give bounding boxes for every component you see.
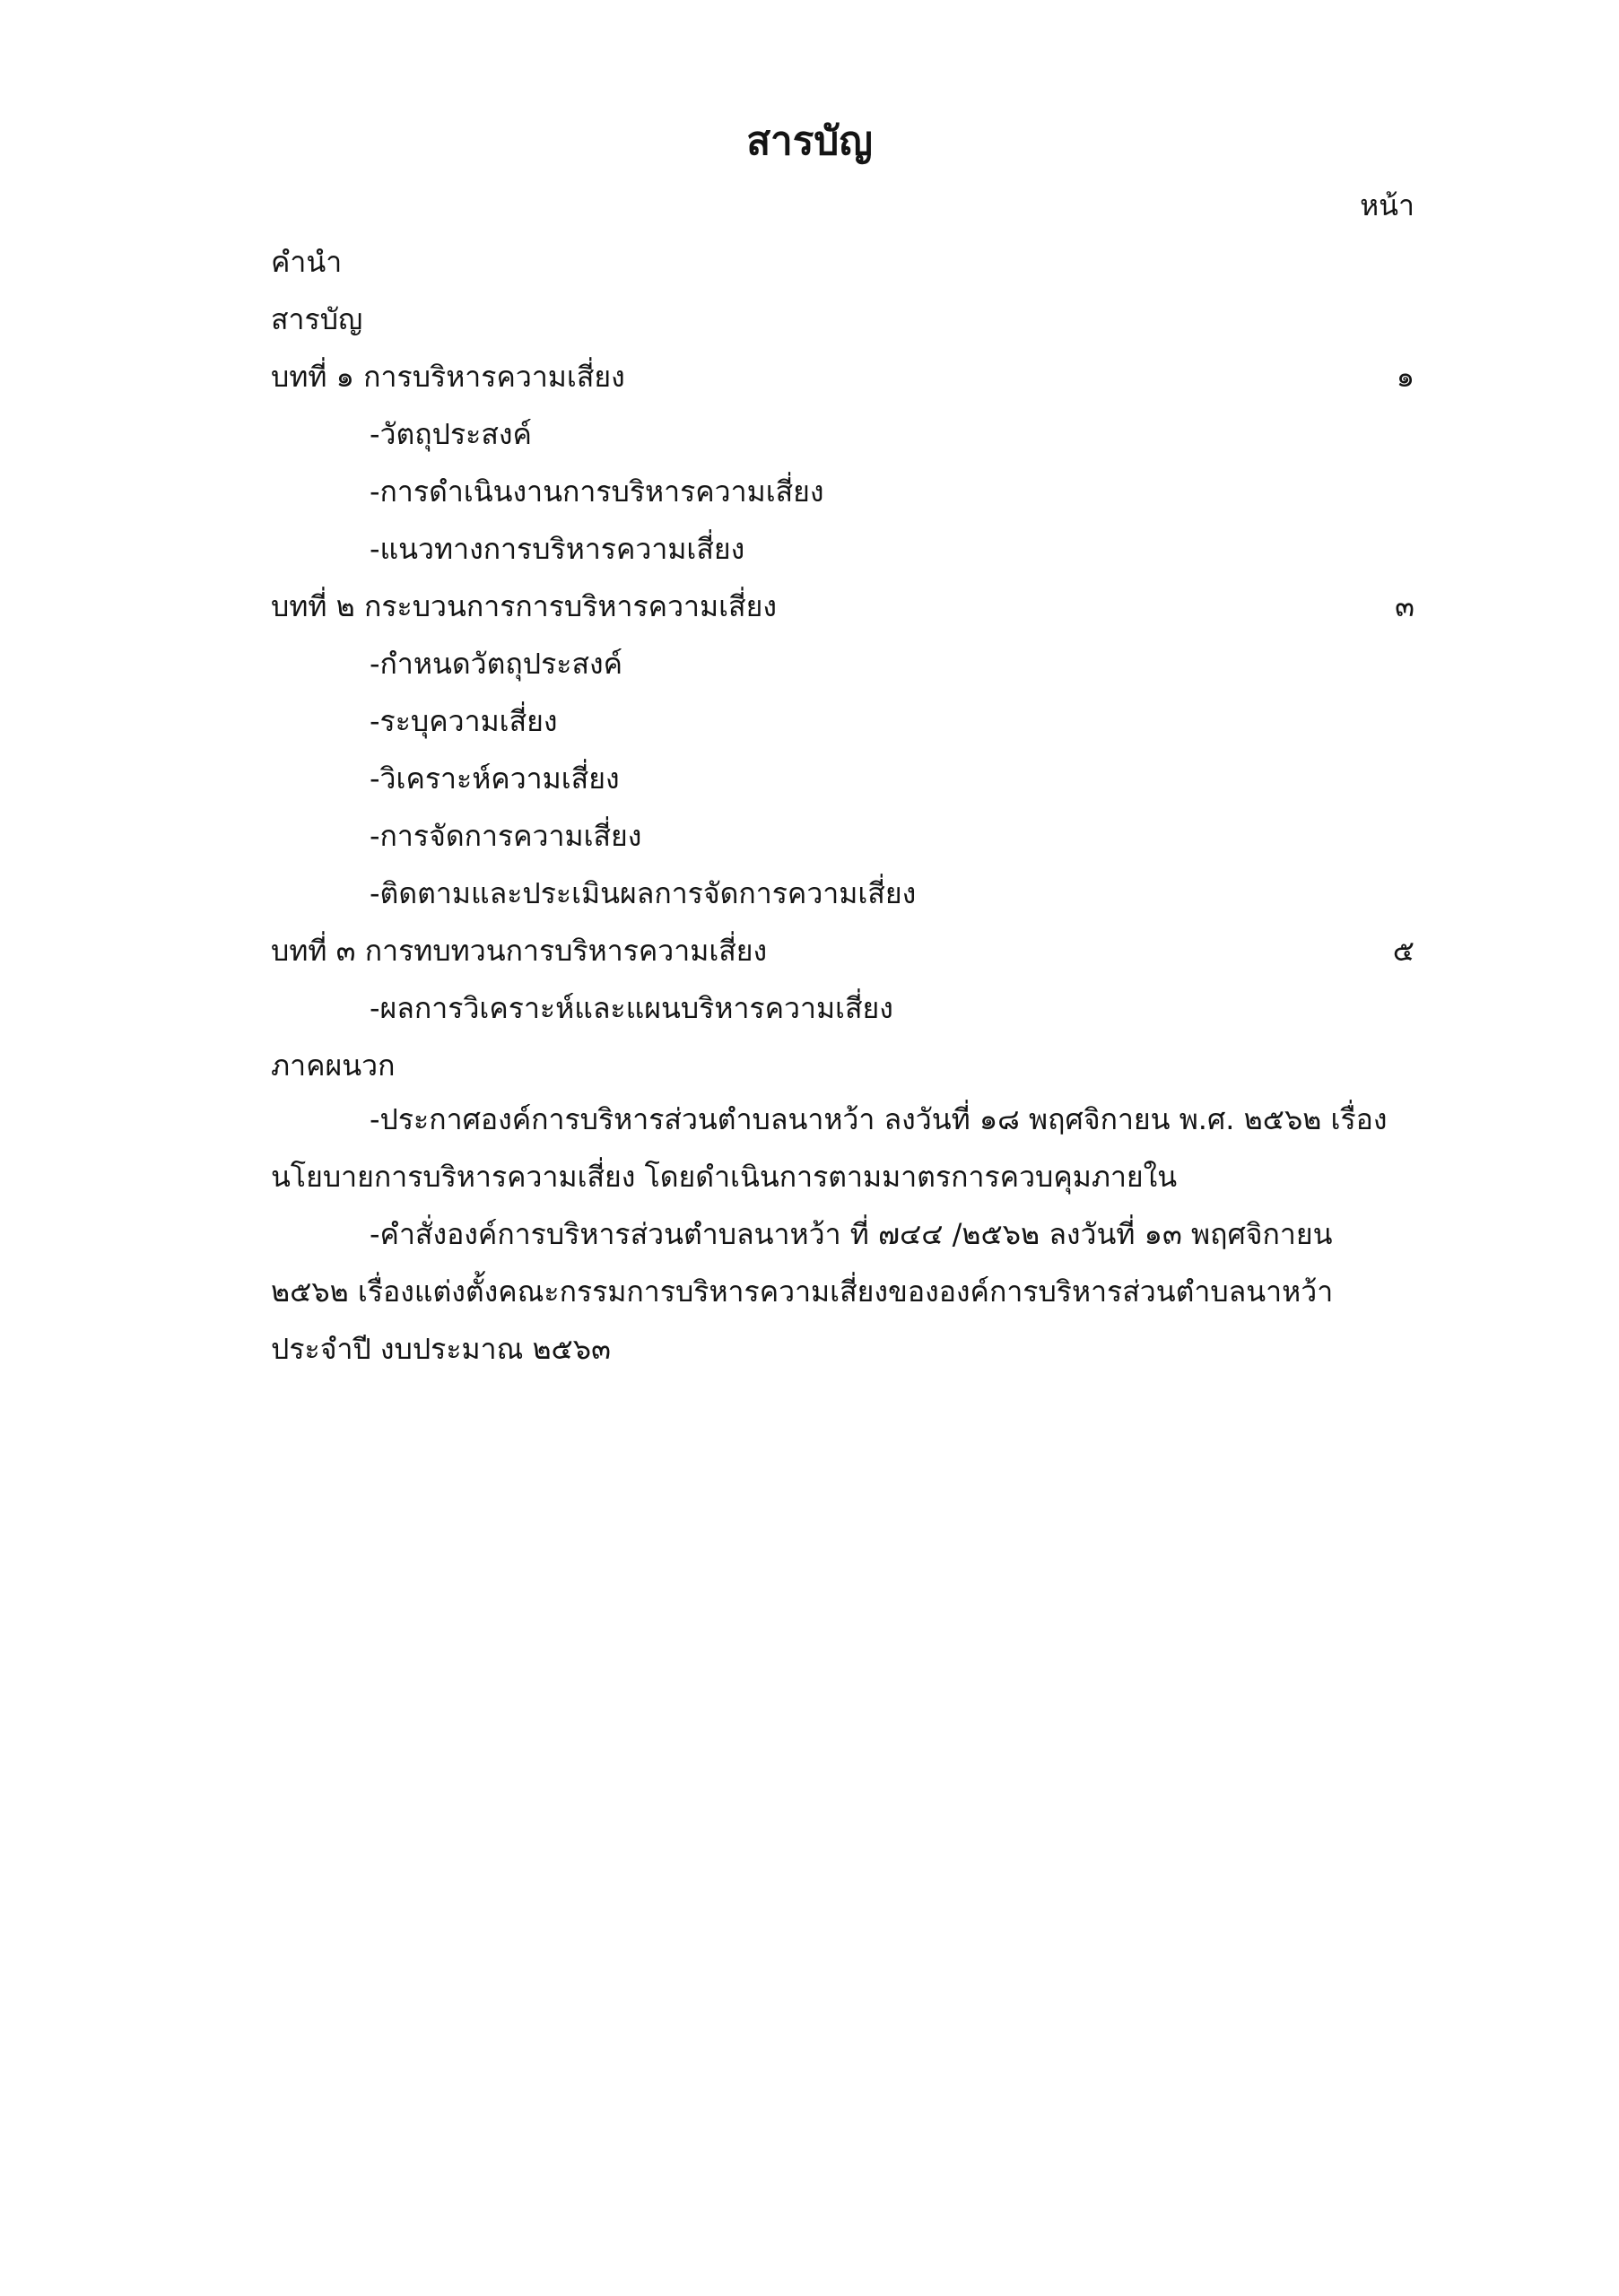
toc-entry-text: สารบัญ xyxy=(271,302,363,336)
toc-title: สารบัญ xyxy=(746,118,873,164)
toc-entry-text: -แนวทางการบริหารความเสี่ยง xyxy=(370,532,745,566)
toc-entry-chapter-3 xyxy=(0,924,1619,978)
appendix-item-order: -คำสั่งองค์การบริหารส่วนตำบลนาหว้า ที่ ๗๔๔ /๒๕๖๒ ลงวันที่ ๑๓ พฤศจิกายน ๒๕๖๒ เรื่องแต่งตั้งคณะกรรมการบริหารความเสี่ยงขององค์การบริหารส่วนตำบลนาหว้า ประจำปี งบประมาณ ๒๕๖๓ xyxy=(271,1217,1334,1366)
toc-entry-text: -วิเคราะห์ความเสี่ยง xyxy=(370,761,620,796)
toc-subentry xyxy=(0,981,1619,1035)
toc-page-number: ๕ xyxy=(1392,934,1414,968)
toc-page-number: ๑ xyxy=(1396,360,1414,394)
toc-entry-text: บทที่ ๑ การบริหารความเสี่ยง xyxy=(271,360,625,394)
toc-entry-chapter-2 xyxy=(0,579,1619,633)
toc-entry-appendix xyxy=(0,1039,1619,1092)
appendix-item-announcement: -ประกาศองค์การบริหารส่วนตำบลนาหว้า ลงวันที่ ๑๘ พฤศจิกายน พ.ศ. ๒๕๖๒ เรื่อง นโยบายการบริหารความเสี่ยง โดยดำเนินการตามมาตรการควบคุมภายใน xyxy=(271,1102,1388,1194)
toc-subentry xyxy=(0,809,1619,863)
toc-subentry xyxy=(0,465,1619,518)
toc-entry-text: บทที่ ๒ กระบวนการการบริหารความเสี่ยง xyxy=(271,589,777,623)
toc-subentry xyxy=(0,407,1619,461)
toc-subentry xyxy=(0,522,1619,576)
toc-subentry xyxy=(0,866,1619,920)
toc-subentry xyxy=(0,694,1619,748)
toc-entry-text: -การดำเนินงานการบริหารความเสี่ยง xyxy=(370,474,824,509)
toc-entry-text: คำนำ xyxy=(271,245,343,279)
toc-subentry xyxy=(0,637,1619,691)
toc-entry-text: บทที่ ๓ การทบทวนการบริหารความเสี่ยง xyxy=(271,934,768,968)
toc-entry-text: -กำหนดวัตถุประสงค์ xyxy=(370,647,623,681)
toc-entry-text: -ระบุความเสี่ยง xyxy=(370,704,558,738)
toc-entry-text: -ติดตามและประเมินผลการจัดการความเสี่ยง xyxy=(370,876,917,910)
toc-entry-text: -วัตถุประสงค์ xyxy=(370,417,532,451)
page-column-label: หน้า xyxy=(1360,188,1414,222)
toc-entry-contents xyxy=(0,292,1619,346)
toc-entry-text: ภาคผนวก xyxy=(271,1048,396,1083)
toc-entry-text: -ผลการวิเคราะห์และแผนบริหารความเสี่ยง xyxy=(370,991,893,1025)
toc-entry-preface xyxy=(0,235,1619,289)
toc-subentry xyxy=(0,752,1619,805)
toc-page-number: ๓ xyxy=(1395,589,1414,623)
toc-entry-text: -การจัดการความเสี่ยง xyxy=(370,819,642,853)
toc-entry-chapter-1 xyxy=(0,350,1619,404)
